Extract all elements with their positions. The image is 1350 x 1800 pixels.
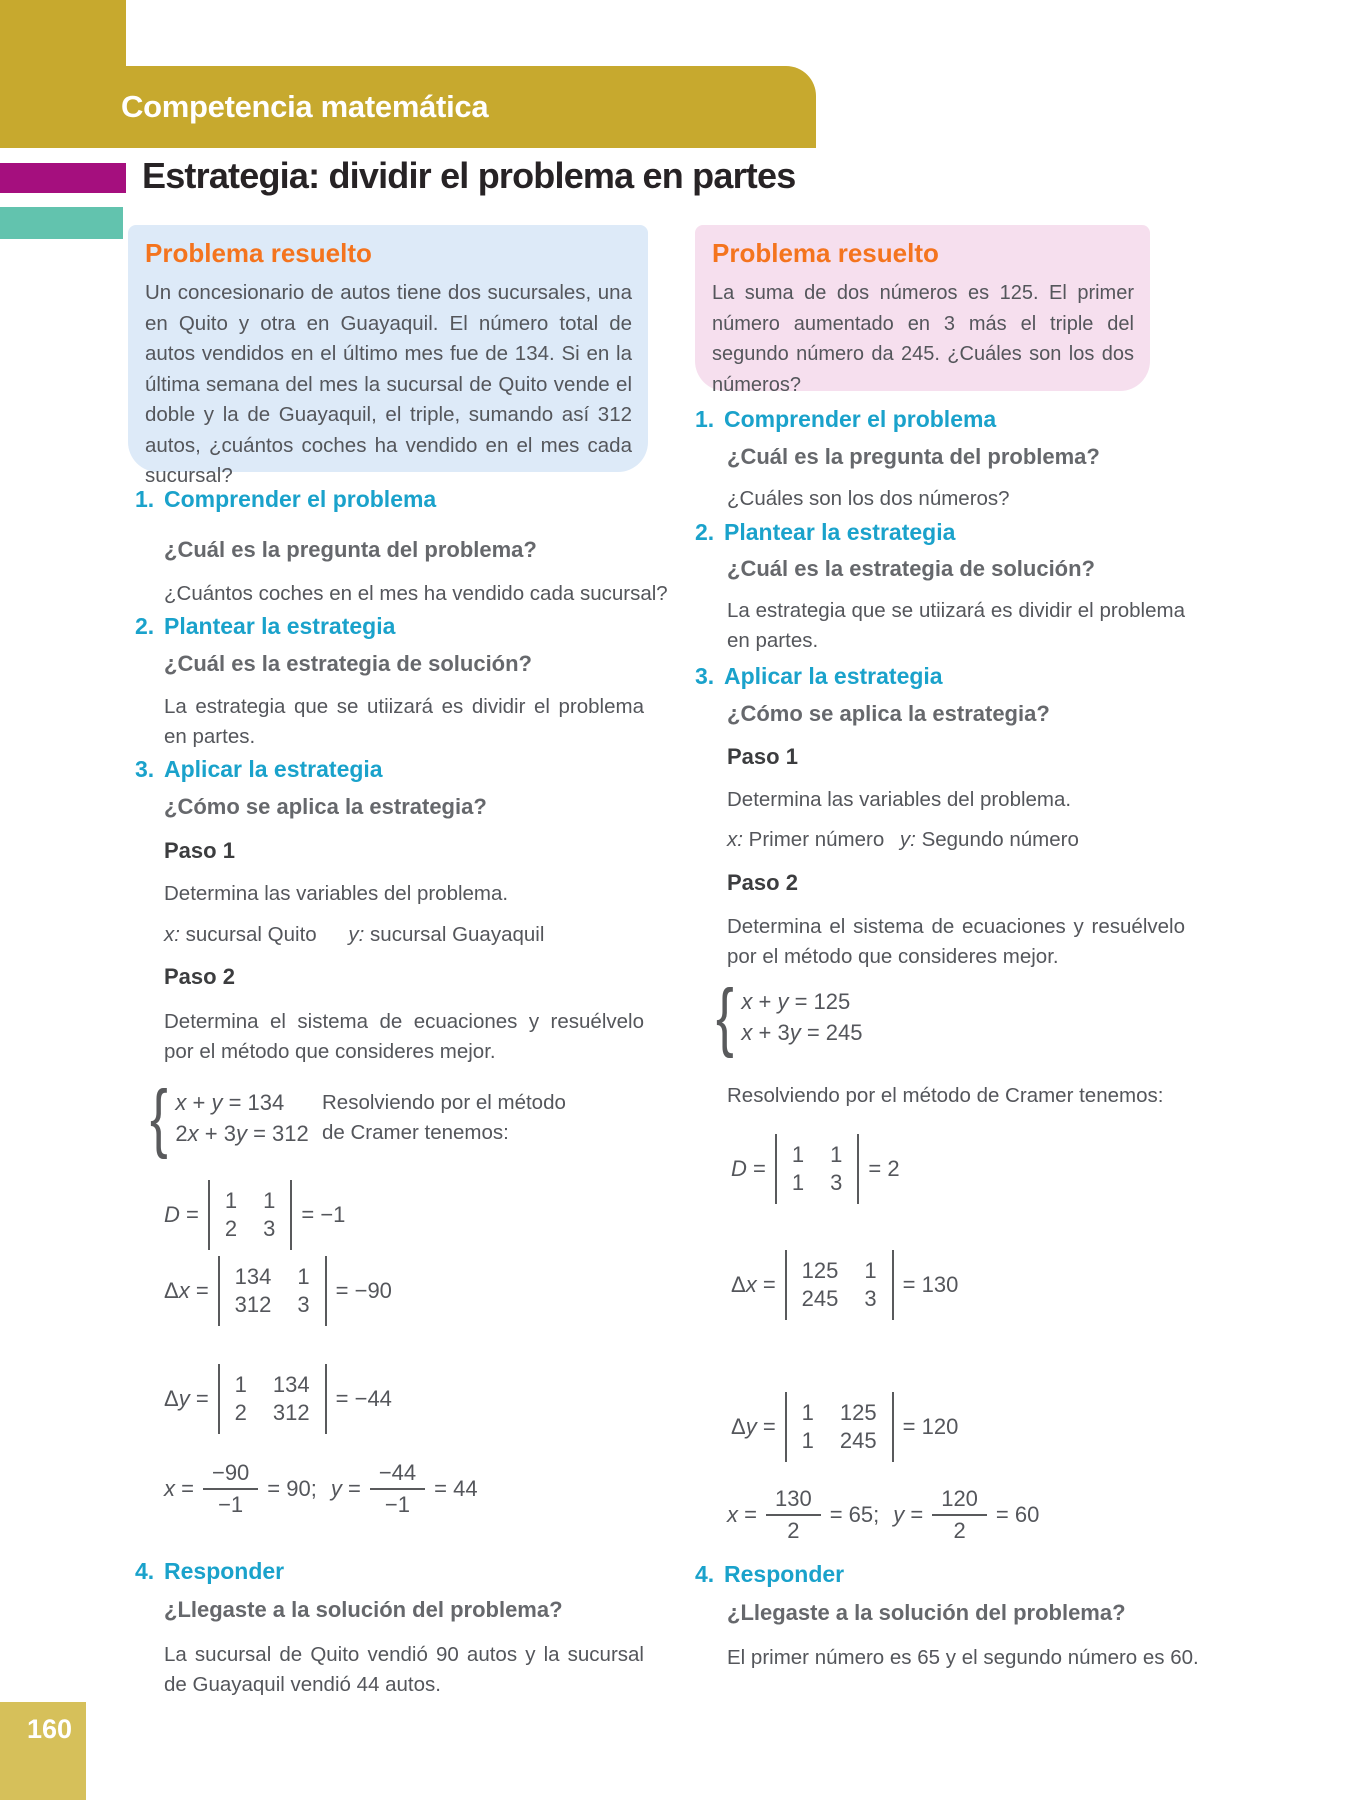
section-title: Competencia matemática	[121, 89, 489, 124]
final-answer: La sucursal de Quito vendió 90 autos y la sucursal de Guayaquil vendió 44 autos.	[164, 1643, 644, 1696]
paso-text: Determina el sistema de ecuaciones y resuélvelo por el método que consideres mejor.	[727, 915, 1185, 968]
equation-system	[150, 1075, 309, 1160]
solution-line: x = $\frac{130}{2}$ = 65; y = $\frac{120}{2}$ = 60	[727, 1486, 1040, 1543]
step-label: Aplicar la estrategia	[164, 756, 383, 782]
det-matrix: 1 1 2 3	[208, 1180, 293, 1250]
det-label: D =	[164, 1202, 199, 1227]
det-matrix: 134 1 312 3	[218, 1256, 327, 1326]
fraction: $\frac{130}{2}$	[766, 1486, 821, 1544]
step-number: 2.	[695, 519, 715, 545]
step-answer: La estrategia que se utiizará es dividir el problema en partes.	[164, 695, 644, 748]
step-number: 4.	[135, 1558, 155, 1584]
step-1-heading	[135, 486, 436, 513]
step-question: ¿Cómo se aplica la estrategia?	[727, 701, 1050, 726]
step-number: 3.	[695, 663, 715, 689]
step-number: 1.	[695, 406, 715, 432]
det-matrix: 1 125 1 245	[785, 1392, 894, 1462]
det-matrix: 1 1 1 3	[775, 1134, 860, 1204]
step-question: ¿Cuál es la pregunta del problema?	[164, 537, 537, 562]
det-result: = 2	[868, 1156, 900, 1181]
determinant-D	[164, 1180, 345, 1250]
var-x-desc: sucursal Quito	[185, 923, 317, 946]
step-3-heading	[135, 756, 383, 783]
step-question: ¿Cómo se aplica la estrategia?	[164, 794, 487, 819]
step-1-heading	[695, 406, 996, 433]
step-number: 1.	[135, 486, 155, 512]
paso-text: Determina las variables del problema.	[727, 788, 1072, 811]
det-label: Δy =	[164, 1386, 209, 1411]
paso-2-heading: Paso 2	[727, 870, 798, 895]
step-4-heading	[695, 1561, 844, 1588]
det-matrix: 1 134 2 312	[218, 1364, 327, 1434]
equation-2: x + 3y = 245	[741, 1019, 863, 1045]
det-label: Δy =	[731, 1414, 776, 1439]
step-4-heading	[135, 1558, 284, 1585]
header-band	[0, 66, 816, 148]
step-question: ¿Cuál es la estrategia de solución?	[727, 556, 1095, 581]
teal-accent-bar	[0, 207, 123, 239]
step-3-heading	[695, 663, 943, 690]
step-2-heading	[135, 613, 395, 640]
step-answer: ¿Cuáles son los dos números?	[727, 487, 1010, 510]
step-2-heading	[695, 519, 955, 546]
problem-box-right	[695, 225, 1150, 396]
equation-2: 2x + 3y = 312	[175, 1120, 309, 1146]
problem-statement: La suma de dos números es 125. El primer número aumentado en 3 más el triple del segundo número da 245. ¿Cuáles son los dos números?	[712, 282, 1134, 396]
step-label: Plantear la estrategia	[724, 519, 956, 545]
det-matrix: 125 1 245 3	[785, 1250, 894, 1320]
var-y-label: y:	[899, 828, 916, 851]
step-question: ¿Llegaste a la solución del problema?	[727, 1600, 1126, 1625]
var-x-label: x:	[164, 923, 180, 946]
determinant-dy	[164, 1364, 392, 1434]
step-answer: ¿Cuántos coches en el mes ha vendido cada sucursal?	[164, 582, 668, 605]
determinant-dy	[731, 1392, 958, 1462]
det-result: = −44	[335, 1386, 392, 1411]
step-label: Comprender el problema	[724, 406, 997, 432]
step-label: Plantear la estrategia	[164, 613, 396, 639]
fraction: $\frac{120}{2}$	[932, 1486, 987, 1544]
page-title: Estrategia: dividir el problema en partes	[142, 155, 796, 196]
step-label: Responder	[164, 1558, 285, 1584]
det-label: Δx =	[731, 1272, 776, 1297]
problem-box-heading: Problema resuelto	[145, 238, 372, 268]
det-result: = 120	[902, 1414, 959, 1439]
step-question: ¿Cuál es la estrategia de solución?	[164, 651, 532, 676]
var-y-label: y:	[348, 923, 365, 946]
paso-1-heading: Paso 1	[164, 838, 235, 863]
magenta-accent-bar	[0, 163, 126, 193]
variables-line	[164, 920, 544, 950]
var-x-label: x:	[727, 828, 743, 851]
det-label: D =	[731, 1156, 766, 1181]
step-number: 4.	[695, 1561, 715, 1587]
page-number-block	[0, 1702, 86, 1800]
solution-line: x = $\frac{-90}{-1}$ = 90; y = $\frac{-44}{-1}$ = 44	[164, 1460, 478, 1517]
equation-1: x + y = 134	[175, 1089, 285, 1115]
fraction: $\frac{-90}{-1}$	[203, 1460, 258, 1518]
final-answer: El primer número es 65 y el segundo número es 60.	[727, 1646, 1199, 1669]
page-number: 160	[27, 1714, 73, 1744]
step-label: Responder	[724, 1561, 845, 1587]
step-number: 3.	[135, 756, 155, 782]
fraction: $\frac{-44}{-1}$	[370, 1460, 425, 1518]
step-label: Comprender el problema	[164, 486, 437, 512]
problem-box-heading: Problema resuelto	[712, 238, 939, 268]
paso-text: Determina el sistema de ecuaciones y resuélvelo por el método que consideres mejor.	[164, 1010, 644, 1063]
step-answer: La estrategia que se utiizará es dividir el problema en partes.	[727, 599, 1185, 652]
cramer-note: Resolviendo por el método de Cramer tenemos:	[322, 1091, 566, 1144]
system-brace: {	[716, 974, 734, 1059]
step-number: 2.	[135, 613, 155, 639]
step-question: ¿Cuál es la pregunta del problema?	[727, 444, 1100, 469]
det-result: = −1	[301, 1202, 346, 1227]
var-y-desc: sucursal Guayaquil	[370, 923, 545, 946]
paso-1-heading: Paso 1	[727, 744, 798, 769]
det-result: = 130	[902, 1272, 959, 1297]
system-brace: {	[150, 1075, 168, 1160]
equation-1: x + y = 125	[741, 988, 851, 1014]
problem-box-left	[128, 225, 648, 487]
var-x-desc: Primer número	[748, 828, 885, 851]
det-result: = −90	[335, 1278, 392, 1303]
equation-system	[716, 974, 863, 1059]
paso-2-heading: Paso 2	[164, 964, 235, 989]
problem-statement: Un concesionario de autos tiene dos sucursales, una en Quito y otra en Guayaquil. El número total de autos vendidos en el último mes fue de 134. Si en la última semana del mes la sucursal de Quito vende el doble y la de Guayaquil, el triple, sumando así 312 autos, ¿cuántos coches ha vendido en el mes cada sucursal?	[145, 281, 632, 487]
paso-text: Determina las variables del problema.	[164, 882, 509, 905]
determinant-D	[731, 1134, 900, 1204]
determinant-dx	[164, 1256, 392, 1326]
variables-line	[727, 825, 1079, 855]
var-y-desc: Segundo número	[921, 828, 1079, 851]
step-label: Aplicar la estrategia	[724, 663, 943, 689]
determinant-dx	[731, 1250, 958, 1320]
step-question: ¿Llegaste a la solución del problema?	[164, 1597, 563, 1622]
cramer-note: Resolviendo por el método de Cramer tenemos:	[727, 1084, 1164, 1107]
det-label: Δx =	[164, 1278, 209, 1303]
